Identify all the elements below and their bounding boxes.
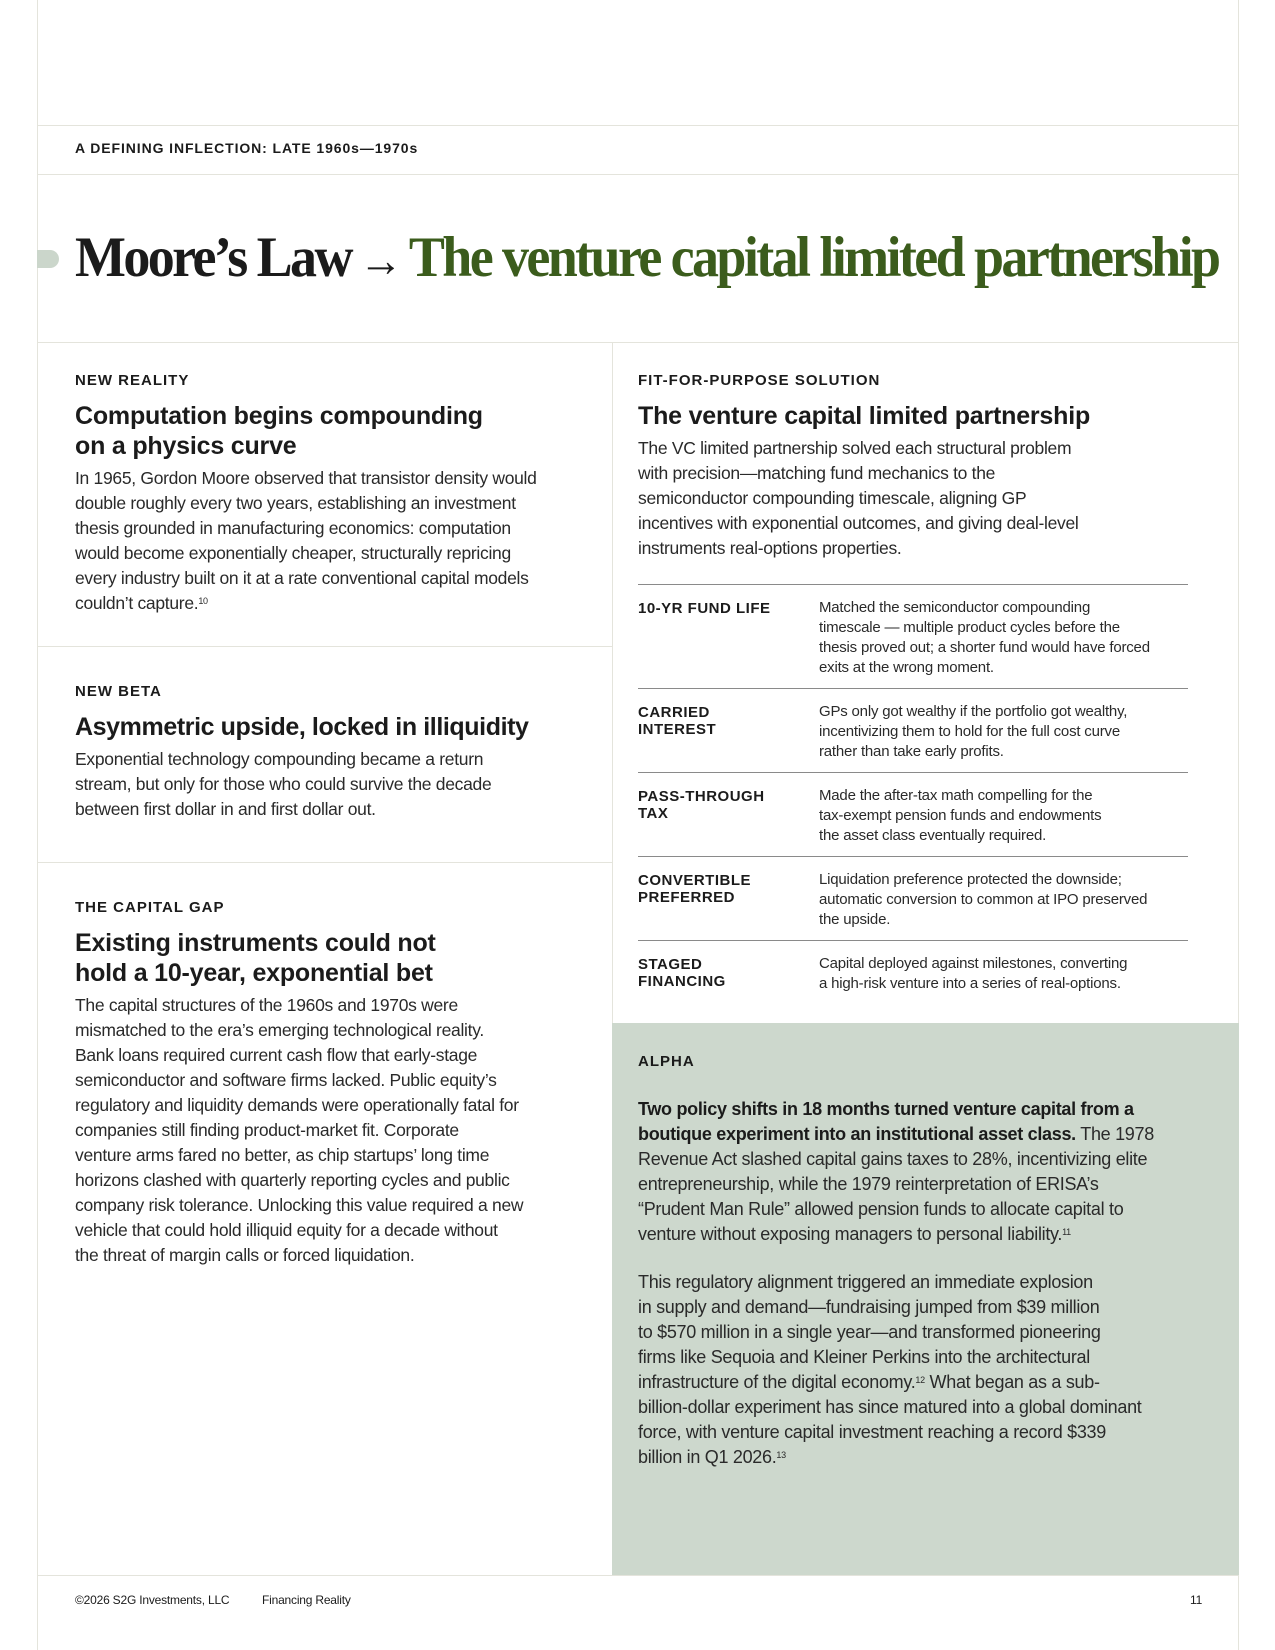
body-line: company risk tolerance. Unlocking this value required a new [75,1195,524,1215]
footnote-ref: 10 [198,596,208,606]
arrow-icon: → [358,234,403,287]
solution-section [638,372,1198,561]
key-line: PASS-THROUGH [638,788,765,805]
value-line: rather than take early profits. [819,743,1004,760]
section-title: Asymmetric upside, locked in illiquidity [75,713,529,741]
body-line: force, with venture capital investment reaching a record $339 [638,1422,1106,1442]
divider [37,646,612,647]
section-title: The venture capital limited partnership [638,402,1091,430]
body-line: in supply and demand—fundraising jumped from $39 million [638,1297,1100,1317]
body-line: regulatory and liquidity demands were operationally fatal for [75,1095,519,1115]
footer-title: Financing Reality [262,1593,351,1607]
value-line: tax-exempt pension funds and endowments [819,807,1102,824]
body-line: instruments real-options properties. [638,538,902,558]
title-line: hold a 10-year, exponential bet [75,959,433,987]
title-line: Existing instruments could not [75,929,436,957]
page-number: 11 [1190,1593,1203,1607]
title-left: Moore’s Law [75,225,351,289]
value-line: Made the after-tax math compelling for the [819,787,1093,804]
key-line: CARRIED [638,704,710,721]
footnote-ref: 12 [915,1375,925,1385]
body-text: infrastructure of the digital economy. [638,1372,916,1392]
footnote-ref: 11 [1062,1227,1071,1237]
body-line: semiconductor and software firms lacked. Public equity’s [75,1070,497,1090]
body-line: vehicle that could hold illiquid equity for a decade without [75,1220,498,1240]
table-row [638,585,1188,689]
section-title [75,401,595,461]
section-body [75,993,595,1268]
value-line: Matched the semiconductor compounding [819,599,1091,616]
body-line: In 1965, Gordon Moore observed that transistor density would [75,468,537,488]
body-text: What began as a sub- [924,1372,1100,1392]
body-line: horizons clashed with quarterly reporting cycles and public [75,1170,510,1190]
table-row [638,689,1188,773]
divider [37,174,1239,175]
body-line: the threat of margin calls or forced liquidation. [75,1245,415,1265]
body-line [638,1445,1198,1470]
title-line: on a physics curve [75,432,297,460]
body-line: The capital structures of the 1960s and 1970s were [75,995,458,1015]
body-line: This regulatory alignment triggered an immediate explosion [638,1272,1093,1292]
row-value [819,702,1188,762]
table-row [638,857,1188,941]
section-eyebrow: A DEFINING INFLECTION: LATE 1960s—1970s [75,140,419,156]
body-line: Bank loans required current cash flow that early-stage [75,1045,478,1065]
body-line: to $570 million in a single year—and transformed pioneering [638,1322,1101,1342]
capital-gap-section [75,899,595,1268]
section-body [75,747,595,822]
section-label: NEW BETA [75,683,162,700]
row-key [638,598,819,678]
column-divider [612,343,613,1023]
value-line: the upside. [819,911,891,928]
body-line: entrepreneurship, while the 1979 reinterpretation of ERISA’s [638,1174,1099,1194]
body-line: Revenue Act slashed capital gains taxes to 28%, incentivizing elite [638,1149,1148,1169]
body-line: venture arms fared no better, as chip startups’ long time [75,1145,490,1165]
new-beta-section [75,683,595,822]
footnote-ref: 13 [776,1450,786,1460]
body-text: couldn’t capture. [75,593,199,613]
bold-text: boutique experiment into an institutional asset class. [638,1124,1076,1144]
alpha-paragraph-2 [638,1270,1198,1470]
title-line: Computation begins compounding [75,402,483,430]
alpha-panel [612,1023,1239,1575]
row-key [638,954,819,994]
body-line: double roughly every two years, establishing an investment [75,493,516,513]
section-label: ALPHA [638,1053,695,1070]
row-value [819,598,1188,678]
page-title [75,222,1218,296]
divider [37,342,1239,343]
body-line: firms like Sequoia and Kleiner Perkins into the architectural [638,1347,1090,1367]
key-line: STAGED [638,956,703,973]
section-label: NEW REALITY [75,372,190,389]
value-line: Capital deployed against milestones, converting [819,955,1128,972]
value-line: exits at the wrong moment. [819,659,994,676]
body-line: Exponential technology compounding became a return [75,749,484,769]
body-line: with precision—matching fund mechanics to the [638,463,996,483]
row-key [638,870,819,930]
row-key [638,702,819,762]
new-reality-section [75,372,595,616]
value-line: automatic conversion to common at IPO preserved [819,891,1148,908]
value-line: a high-risk venture into a series of real-options. [819,975,1121,992]
body-line [638,1122,1198,1147]
solution-table [638,584,1188,1004]
body-line [75,591,595,616]
body-line: mismatched to the era’s emerging technological reality. [75,1020,484,1040]
key-line: 10-YR FUND LIFE [638,600,771,617]
body-text: The 1978 [1075,1124,1154,1144]
body-line [638,1222,1198,1247]
divider [37,862,612,863]
section-label: THE CAPITAL GAP [75,899,225,916]
section-body [638,436,1198,561]
value-line: GPs only got wealthy if the portfolio got wealthy, [819,703,1128,720]
value-line: the asset class eventually required. [819,827,1047,844]
title-right: The venture capital limited partnership [408,225,1219,289]
divider [37,125,1239,126]
body-line [638,1370,1198,1395]
key-line: TAX [638,805,669,822]
key-line: INTEREST [638,721,717,738]
key-line: CONVERTIBLE [638,872,752,889]
table-row [638,941,1188,1004]
body-line [638,1097,1198,1122]
value-line: incentivizing them to hold for the full cost curve [819,723,1120,740]
table-row [638,773,1188,857]
body-line: every industry built on it at a rate conventional capital models [75,568,529,588]
value-line: Liquidation preference protected the downside; [819,871,1122,888]
row-key [638,786,819,846]
body-text: venture without exposing managers to personal liability. [638,1224,1063,1244]
row-value [819,870,1188,930]
row-value [819,786,1188,846]
bold-text: Two policy shifts in 18 months turned venture capital from a [638,1099,1134,1119]
body-line: companies still finding product-market fit. Corporate [75,1120,459,1140]
body-text: billion in Q1 2026. [638,1447,777,1467]
section-title [75,928,595,988]
body-line: between first dollar in and first dollar out. [75,799,376,819]
body-line: billion-dollar experiment has since matured into a global dominant [638,1397,1142,1417]
value-line: thesis proved out; a shorter fund would have forced [819,639,1150,656]
divider [37,1575,1239,1576]
key-line: FINANCING [638,973,726,990]
footer-copyright: ©2026 S2G Investments, LLC [75,1593,230,1607]
value-line: timescale — multiple product cycles before the [819,619,1120,636]
hero-marker [37,250,59,268]
key-line: PREFERRED [638,889,736,906]
alpha-paragraph-1 [638,1097,1198,1247]
section-label: FIT-FOR-PURPOSE SOLUTION [638,372,881,389]
body-line: thesis grounded in manufacturing economics: computation [75,518,511,538]
body-line: stream, but only for those who could survive the decade [75,774,492,794]
row-value [819,954,1188,994]
section-body [75,466,595,616]
body-line: The VC limited partnership solved each structural problem [638,438,1072,458]
body-line: would become exponentially cheaper, structurally repricing [75,543,511,563]
body-line: “Prudent Man Rule” allowed pension funds to allocate capital to [638,1199,1124,1219]
body-line: semiconductor compounding timescale, aligning GP [638,488,1027,508]
body-line: incentives with exponential outcomes, and giving deal-level [638,513,1079,533]
